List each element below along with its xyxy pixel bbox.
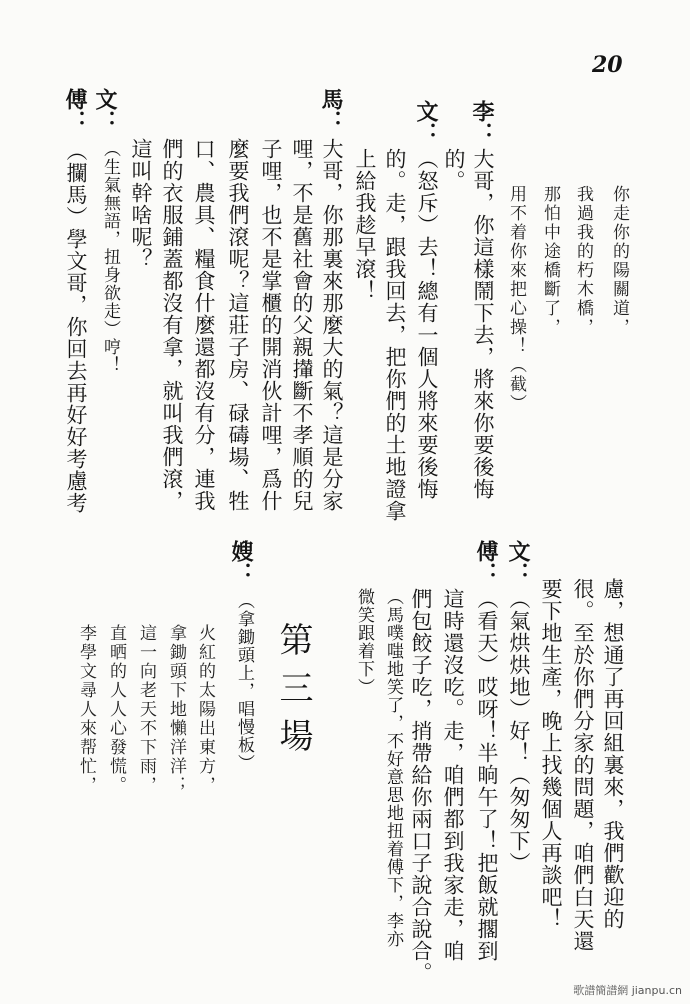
dialogue-line: （生氣無語，扭身欲走）哼！	[100, 140, 120, 374]
dialogue-line: （攔馬）學文哥，你回去再好好考慮考	[64, 140, 88, 514]
dialogue-line: （氣烘烘地）好！（匆匆下）	[507, 588, 531, 874]
speaker-fu: 傅：	[62, 88, 88, 132]
dialogue-line: 們包餃子吃，捎帶給你兩口子說合說合。	[409, 588, 433, 984]
scene-title: 第三場	[273, 622, 313, 766]
speaker-sao: 嫂：	[228, 540, 254, 584]
dialogue-line: 要下地生產，晚上找幾個人再談吧！	[539, 578, 563, 930]
speaker-fu: 傅：	[473, 540, 499, 584]
dialogue-line: 這時還沒吃。走，咱們都到我家走，咱	[441, 588, 465, 962]
lyric-line: 李學文尋人來帮忙，	[76, 624, 96, 795]
lyric-line: 用不着你來把心操！（截）	[506, 185, 526, 413]
dialogue-line: 的。走，跟我回去，把你們的土地證拿	[383, 148, 407, 522]
lyric-line: 這一向老天不下雨，	[136, 624, 156, 795]
dialogue-line: 哩，不是舊社會的父親攆斷不孝順的兒	[290, 138, 314, 512]
speaker-wen: 文：	[413, 100, 439, 144]
dialogue-line: 慮，想通了再回組裏來，我們歡迎的	[601, 578, 625, 930]
speaker-wen: 文：	[505, 540, 531, 584]
dialogue-line: 口、農具、糧食什麼還都沒有分，連我	[192, 138, 216, 512]
lyric-line: 直晒的人人心發慌。	[106, 624, 126, 795]
dialogue-line: 們的衣服鋪蓋都沒有拿，就叫我們滾，	[160, 138, 184, 512]
speaker-li: 李：	[469, 100, 495, 144]
speaker-ma: 馬：	[318, 88, 344, 132]
dialogue-line: （看天）哎呀！半晌午了！把飯就擱到	[475, 588, 499, 962]
dialogue-line: 大哥，你這樣鬧下去，將來你要後悔	[471, 148, 495, 500]
watermark: 歌譜簡譜網 jianpu.cn	[573, 984, 682, 997]
dialogue-line: 麼要我們滾呢？這莊子房、碌碡場、牲	[226, 138, 250, 512]
dialogue-line: 這叫幹啥呢？	[129, 138, 153, 270]
dialogue-line: 的。	[442, 148, 466, 192]
lyric-line: 拿鋤頭下地懶洋洋；	[166, 624, 186, 795]
stage-direction: （馬噗嗤地笑了，不好意思地扭着傅下，李亦	[383, 588, 403, 948]
stage-direction: （拿鋤頭上，唱慢板）	[234, 592, 254, 772]
lyric-line: 火紅的太陽出東方，	[195, 624, 215, 795]
dialogue-line: 大哥，你那裏來那麼大的氣？這是分家	[320, 138, 344, 512]
page-number: 20	[592, 52, 623, 78]
dialogue-line: 很。至於你們分家的問題，咱們白天還	[571, 578, 595, 952]
lyric-line: 那怕中途橋斷了，	[540, 185, 560, 337]
dialogue-line: 上給我趁早滾！	[353, 148, 377, 302]
lyric-line: 我過我的朽木橋，	[573, 185, 593, 337]
lyric-line: 你走你的陽關道，	[609, 185, 629, 337]
dialogue-line: 子哩，也不是掌櫃的開消伙計哩，爲什	[259, 138, 283, 512]
stage-direction: 微笑跟着下）	[354, 588, 374, 696]
speaker-wen: 文：	[92, 88, 118, 132]
dialogue-line: （怒斥）去！總有一個人將來要後悔	[415, 148, 439, 500]
